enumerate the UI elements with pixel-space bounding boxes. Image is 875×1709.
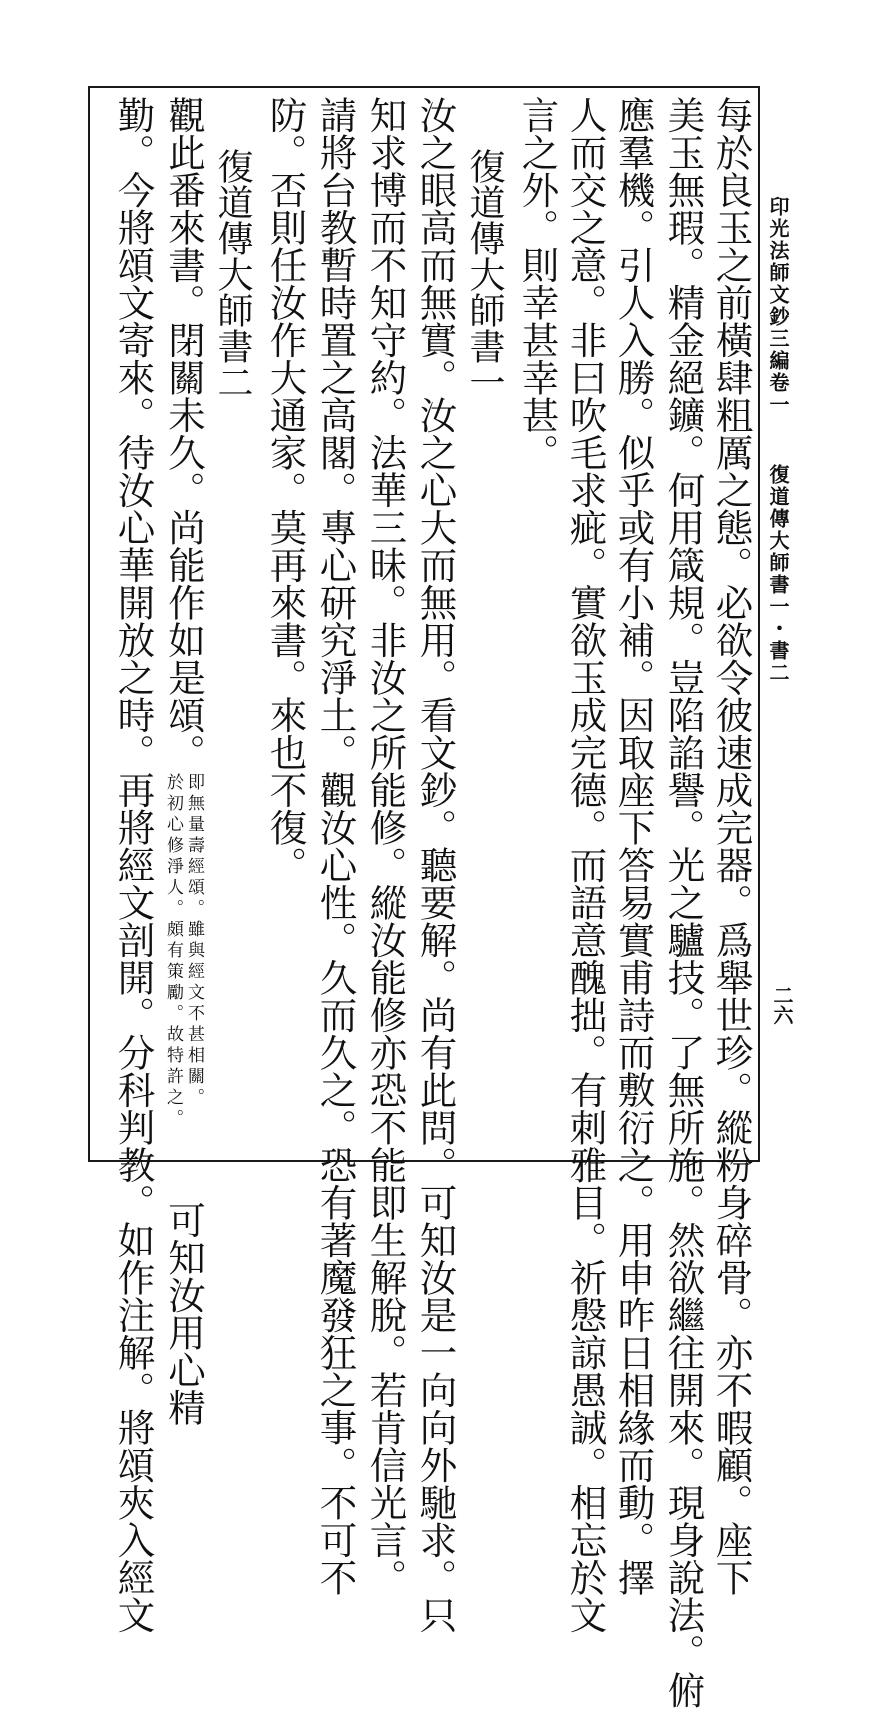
text-column-13: 勤。今將頌文寄來。待汝心華開放之時。再將經文剖開。分科判教。如作注解。將頌夾入經文 <box>111 96 156 1634</box>
text-column-8: 知求博而不知守約。法華三昧。非汝之所能修。縱汝能修亦恐不能即生解脫。若肯信光言。 <box>363 96 408 1596</box>
text-column-with-note <box>162 96 206 1426</box>
note-line-left: 於初心修淨人。頗有策勵。故特許之。 <box>163 773 183 1130</box>
running-header-section-title: 復道傳大師書一・書二 <box>766 464 790 684</box>
text-column-9: 請將台教暫時置之高閣。專心研究淨土。觀汝心性。久而久之。恐有著魔發狂之事。不可不 <box>313 96 358 1596</box>
note-column-after: 可知汝用心精 <box>162 1201 206 1426</box>
text-column-3: 應羣機。引人入勝。似乎或有小補。因取座下答易實甫詩而敷衍之。用申昨日相緣而動。擇 <box>611 96 656 1596</box>
letter-heading-2: 復道傳大師書二 <box>212 148 253 400</box>
running-header-book-title: 印光法師文鈔三編卷一 <box>766 196 790 416</box>
page-number: 二六 <box>770 985 794 1025</box>
text-column-7: 汝之眼高而無實。汝之心大而無用。看文鈔。聽要解。尚有此問。可知汝是一向向外馳求。只 <box>413 96 458 1634</box>
note-column-before: 觀此番來書。閉關未久。尚能作如是頌。 <box>162 96 206 771</box>
text-column-10: 防。否則任汝作大通家。莫再來書。來也不復。 <box>263 96 308 884</box>
text-column-1: 每於良玉之前橫肆粗厲之態。必欲令彼速成完器。爲舉世珍。縱粉身碎骨。亦不暇顧。座下 <box>709 96 754 1596</box>
text-column-2: 美玉無瑕。精金絕鑛。何用箴規。豈陷諂譽。光之驢技。了無所施。然欲繼往開來。現身說法。俯 <box>661 96 706 1709</box>
note-line-right: 即無量壽經頌。雖與經文不甚相關。 <box>184 773 204 1109</box>
text-column-5: 言之外。則幸甚幸甚。 <box>515 96 560 471</box>
interlinear-note <box>164 771 202 1201</box>
letter-heading-1: 復道傳大師書一 <box>464 148 505 400</box>
text-column-4: 人而交之意。非曰吹毛求疵。實欲玉成完德。而語意醜拙。有刺雅目。祈慇諒愚誠。相忘於文 <box>563 96 608 1634</box>
